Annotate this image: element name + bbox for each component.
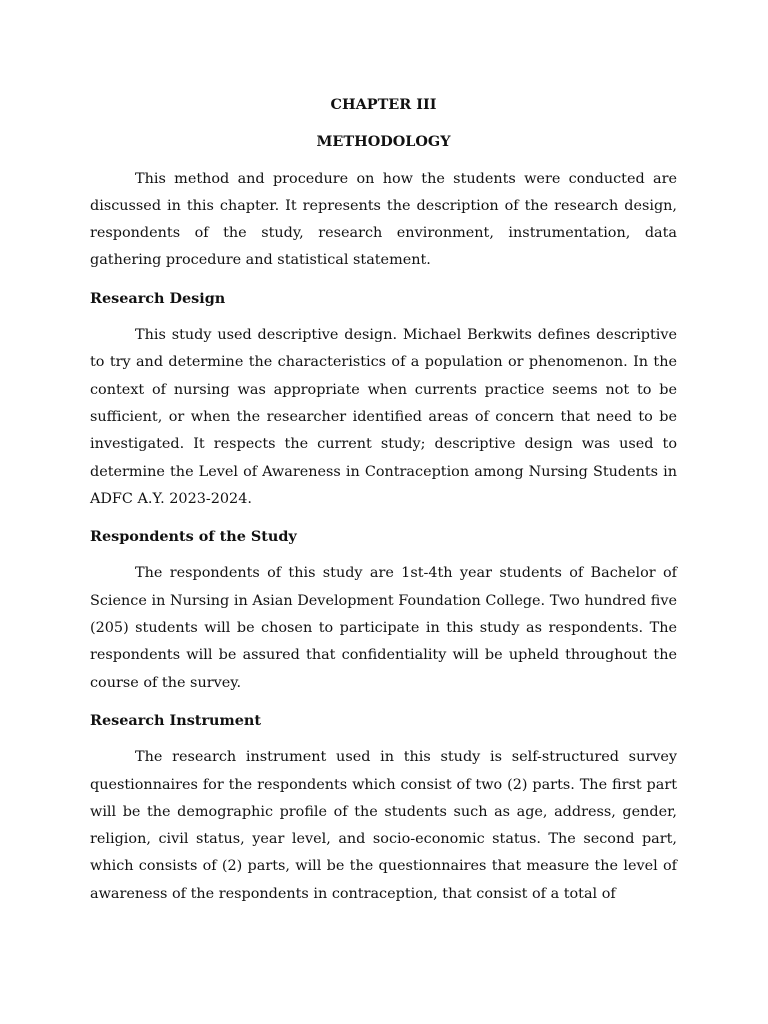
section-heading: Respondents of the Study bbox=[90, 528, 297, 546]
section-paragraph: The research instrument used in this study is self-structured survey questionnaires for the respondents which consist of two (2) parts. The first part will be the demographic profile of the students such as age, address, gender, religion, civil status, year level, and socio-economic status. The second part, which consists of (2) parts, will be the questionnaires that measure the level of awareness of the respondents in contraception, that consist of a total of bbox=[90, 749, 677, 902]
section-heading: Research Instrument bbox=[90, 711, 261, 729]
section-research-design bbox=[90, 285, 677, 513]
chapter-title: METHODOLOGY bbox=[316, 133, 451, 151]
document-page bbox=[90, 91, 677, 918]
section-paragraph: This study used descriptive design. Michael Berkwits defines descriptive to try and determine the characteristics of a population or phenomenon. In the context of nursing was appropriate when currents practice seems not to be sufficient, or when the researcher identified areas of concern that need to be investigated. It respects the current study; descriptive design was used to determine the Level of Awareness in Contraception among Nursing Students in ADFC A.Y. 2023-2024. bbox=[90, 327, 677, 507]
section-respondents bbox=[90, 523, 677, 697]
intro-paragraph: This method and procedure on how the students were conducted are discussed in this chapter. It represents the description of the research design, respondents of the study, research environment, instrumentation, data gathering procedure and statistical statement. bbox=[90, 170, 677, 269]
section-heading: Research Design bbox=[90, 289, 226, 307]
section-research-instrument bbox=[90, 707, 677, 908]
section-paragraph: The respondents of this study are 1st-4th year students of Bachelor of Science in Nursing in Asian Development Foundation College. Two hundred five (205) students will be chosen to participate in this study as respondents. The respondents will be assured that confidentiality will be upheld throughout the course of the survey. bbox=[90, 565, 677, 691]
chapter-label: CHAPTER III bbox=[330, 96, 437, 113]
